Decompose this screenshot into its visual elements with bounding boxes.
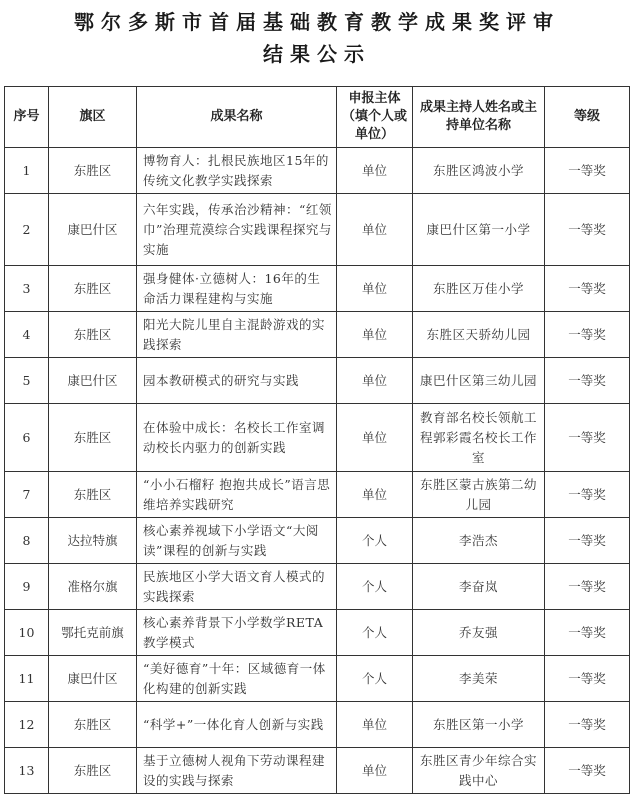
cell-name: 阳光大院儿里自主混龄游戏的实践探索 bbox=[137, 312, 337, 358]
header-host: 成果主持人姓名或主持单位名称 bbox=[413, 87, 545, 148]
cell-district: 东胜区 bbox=[49, 266, 137, 312]
cell-applicant: 单位 bbox=[337, 194, 413, 266]
cell-seq: 1 bbox=[5, 148, 49, 194]
header-grade: 等级 bbox=[545, 87, 630, 148]
cell-district: 准格尔旗 bbox=[49, 564, 137, 610]
cell-district: 康巴什区 bbox=[49, 656, 137, 702]
cell-grade: 一等奖 bbox=[545, 358, 630, 404]
cell-district: 达拉特旗 bbox=[49, 518, 137, 564]
cell-seq: 12 bbox=[5, 702, 49, 748]
cell-host: 康巴什区第三幼儿园 bbox=[413, 358, 545, 404]
cell-applicant: 单位 bbox=[337, 404, 413, 472]
cell-name: 核心素养视域下小学语文“大阅读”课程的创新与实践 bbox=[137, 518, 337, 564]
cell-district: 东胜区 bbox=[49, 702, 137, 748]
cell-seq: 5 bbox=[5, 358, 49, 404]
cell-host: 东胜区第一小学 bbox=[413, 702, 545, 748]
cell-applicant: 单位 bbox=[337, 702, 413, 748]
table-row bbox=[5, 312, 630, 358]
cell-district: 康巴什区 bbox=[49, 194, 137, 266]
cell-district: 东胜区 bbox=[49, 404, 137, 472]
header-district: 旗区 bbox=[49, 87, 137, 148]
header-applicant: 申报主体（填个人或单位） bbox=[337, 87, 413, 148]
page-subtitle: 结果公示 bbox=[263, 42, 371, 66]
cell-applicant: 单位 bbox=[337, 358, 413, 404]
cell-seq: 7 bbox=[5, 472, 49, 518]
cell-applicant: 单位 bbox=[337, 748, 413, 794]
cell-grade: 一等奖 bbox=[545, 266, 630, 312]
cell-grade: 一等奖 bbox=[545, 404, 630, 472]
cell-name: “小小石榴籽 抱抱共成长”语言思维培养实践研究 bbox=[137, 472, 337, 518]
cell-applicant: 单位 bbox=[337, 148, 413, 194]
cell-seq: 8 bbox=[5, 518, 49, 564]
header-row bbox=[5, 87, 630, 148]
cell-seq: 9 bbox=[5, 564, 49, 610]
cell-name: 园本教研模式的研究与实践 bbox=[137, 358, 337, 404]
cell-name: 博物育人：扎根民族地区15年的传统文化教学实践探索 bbox=[137, 148, 337, 194]
table-row bbox=[5, 404, 630, 472]
table-row bbox=[5, 564, 630, 610]
cell-host: 东胜区鸿波小学 bbox=[413, 148, 545, 194]
cell-host: 东胜区青少年综合实践中心 bbox=[413, 748, 545, 794]
cell-district: 东胜区 bbox=[49, 312, 137, 358]
table-row bbox=[5, 702, 630, 748]
cell-name: “美好德育”十年：区域德育一体化构建的创新实践 bbox=[137, 656, 337, 702]
cell-grade: 一等奖 bbox=[545, 748, 630, 794]
table-row bbox=[5, 748, 630, 794]
cell-host: 东胜区蒙古族第二幼儿园 bbox=[413, 472, 545, 518]
cell-host: 李美荣 bbox=[413, 656, 545, 702]
cell-grade: 一等奖 bbox=[545, 472, 630, 518]
cell-name: 基于立德树人视角下劳动课程建设的实践与探索 bbox=[137, 748, 337, 794]
cell-name: 强身健体·立德树人：16年的生命活力课程建构与实施 bbox=[137, 266, 337, 312]
cell-grade: 一等奖 bbox=[545, 702, 630, 748]
cell-name: 核心素养背景下小学数学RETA教学模式 bbox=[137, 610, 337, 656]
cell-host: 教育部名校长领航工程郭彩霞名校长工作室 bbox=[413, 404, 545, 472]
table-row bbox=[5, 656, 630, 702]
page-title: 鄂尔多斯市首届基础教育教学成果奖评审 bbox=[74, 10, 560, 34]
cell-seq: 10 bbox=[5, 610, 49, 656]
cell-host: 东胜区天骄幼儿园 bbox=[413, 312, 545, 358]
cell-seq: 11 bbox=[5, 656, 49, 702]
cell-district: 东胜区 bbox=[49, 748, 137, 794]
cell-grade: 一等奖 bbox=[545, 194, 630, 266]
cell-seq: 6 bbox=[5, 404, 49, 472]
cell-applicant: 个人 bbox=[337, 656, 413, 702]
cell-grade: 一等奖 bbox=[545, 564, 630, 610]
cell-name: 在体验中成长：名校长工作室调动校长内驱力的创新实践 bbox=[137, 404, 337, 472]
cell-applicant: 个人 bbox=[337, 610, 413, 656]
header-seq: 序号 bbox=[5, 87, 49, 148]
cell-applicant: 个人 bbox=[337, 518, 413, 564]
cell-seq: 13 bbox=[5, 748, 49, 794]
cell-applicant: 个人 bbox=[337, 564, 413, 610]
table-row bbox=[5, 148, 630, 194]
cell-host: 乔友强 bbox=[413, 610, 545, 656]
cell-host: 康巴什区第一小学 bbox=[413, 194, 545, 266]
cell-applicant: 单位 bbox=[337, 472, 413, 518]
cell-host: 李浩杰 bbox=[413, 518, 545, 564]
cell-grade: 一等奖 bbox=[545, 312, 630, 358]
cell-applicant: 单位 bbox=[337, 266, 413, 312]
table-row bbox=[5, 518, 630, 564]
cell-seq: 2 bbox=[5, 194, 49, 266]
results-table bbox=[4, 86, 630, 794]
cell-name: 民族地区小学大语文育人模式的实践探索 bbox=[137, 564, 337, 610]
cell-host: 李奋岚 bbox=[413, 564, 545, 610]
cell-grade: 一等奖 bbox=[545, 148, 630, 194]
cell-name: 六年实践，传承治沙精神：“红领巾”治理荒漠综合实践课程探究与实施 bbox=[137, 194, 337, 266]
cell-applicant: 单位 bbox=[337, 312, 413, 358]
table-row bbox=[5, 266, 630, 312]
cell-district: 鄂托克前旗 bbox=[49, 610, 137, 656]
table-row bbox=[5, 194, 630, 266]
cell-seq: 4 bbox=[5, 312, 49, 358]
cell-grade: 一等奖 bbox=[545, 656, 630, 702]
cell-district: 东胜区 bbox=[49, 148, 137, 194]
table-row bbox=[5, 610, 630, 656]
cell-seq: 3 bbox=[5, 266, 49, 312]
cell-host: 东胜区万佳小学 bbox=[413, 266, 545, 312]
cell-grade: 一等奖 bbox=[545, 518, 630, 564]
header-name: 成果名称 bbox=[137, 87, 337, 148]
cell-district: 东胜区 bbox=[49, 472, 137, 518]
table-row bbox=[5, 472, 630, 518]
cell-district: 康巴什区 bbox=[49, 358, 137, 404]
cell-name: “科学+”一体化育人创新与实践 bbox=[137, 702, 337, 748]
cell-grade: 一等奖 bbox=[545, 610, 630, 656]
table-row bbox=[5, 358, 630, 404]
